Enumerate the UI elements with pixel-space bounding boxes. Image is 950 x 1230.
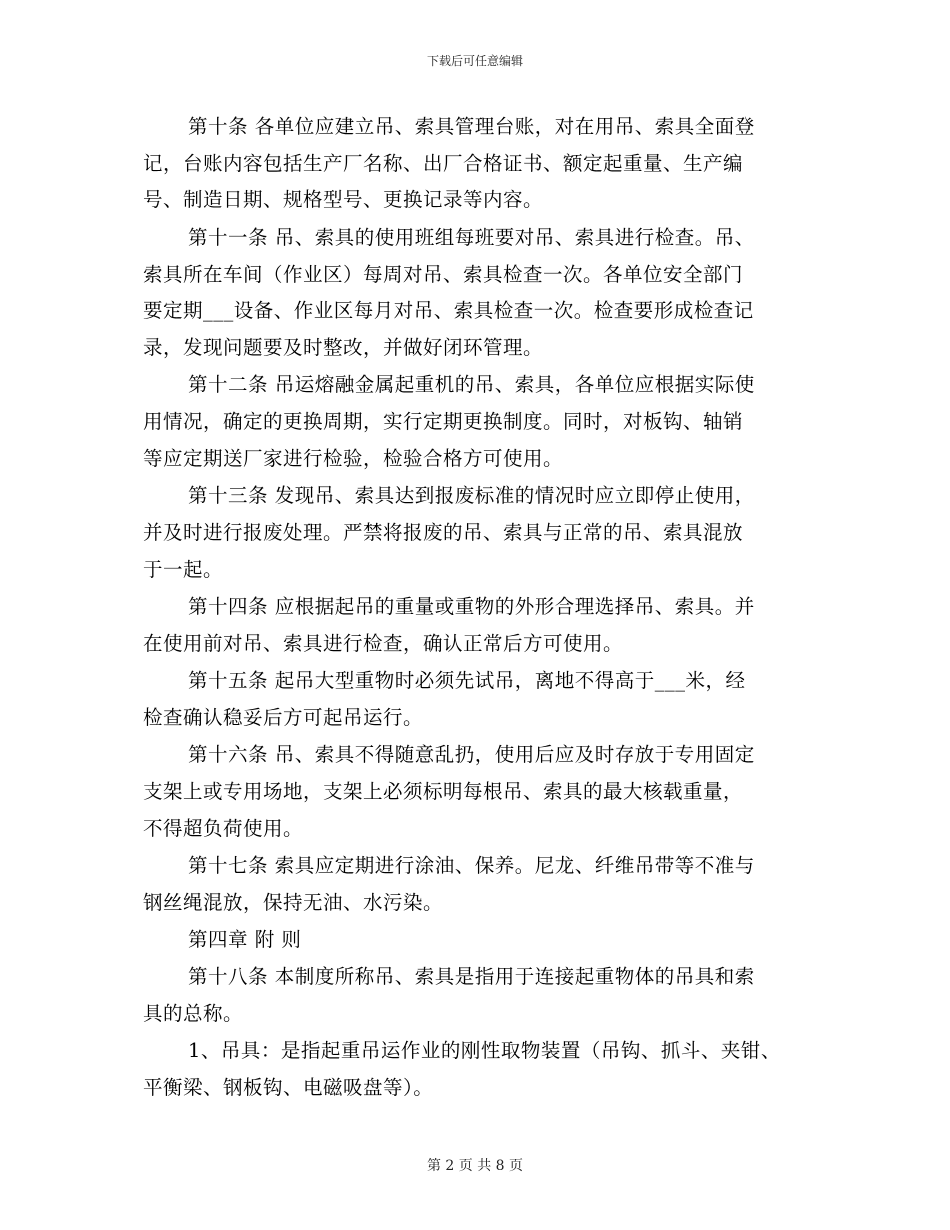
paragraph-line: 第十六条 吊、索具不得随意乱扔，使用后应及时存放于专用固定: [188, 743, 755, 766]
paragraph-line: 等应定期送厂家进行检验，检验合格方可使用。: [143, 447, 564, 470]
paragraph-line: 检查确认稳妥后方可起吊运行。: [143, 706, 424, 729]
paragraph-line: 平衡梁、钢板钩、电磁吸盘等）。: [143, 1076, 434, 1099]
paragraph-line: 于一起。: [143, 558, 224, 581]
paragraph-line: 记，台账内容包括生产厂名称、出厂合格证书、额定起重量、生产编: [143, 152, 744, 175]
paragraph-line: 第十四条 应根据起吊的重量或重物的外形合理选择吊、索具。并: [188, 595, 755, 618]
paragraph-line: 录，发现问题要及时整改，并做好闭环管理。: [143, 336, 544, 359]
paragraph-line: 用情况，确定的更换周期，实行定期更换制度。同时，对板钩、轴销: [143, 410, 744, 433]
paragraph-line: 要定期___设备、作业区每月对吊、索具检查一次。检查要形成检查记: [143, 299, 754, 322]
paragraph-line: 第十三条 发现吊、索具达到报废标准的情况时应立即停止使用，: [188, 484, 755, 507]
paragraph-line: 第十一条 吊、索具的使用班组每班要对吊、索具进行检查。吊、: [188, 226, 755, 249]
paragraph-line: 具的总称。: [143, 1002, 244, 1025]
paragraph-line: 第十条 各单位应建立吊、索具管理台账，对在用吊、索具全面登: [188, 115, 755, 138]
paragraph-line: 第十五条 起吊大型重物时必须先试吊，离地不得高于___米，经: [188, 669, 746, 692]
paragraph-line: 索具所在车间（作业区）每周对吊、索具检查一次。各单位安全部门: [143, 263, 744, 286]
page-header: 下载后可任意编辑: [426, 54, 523, 68]
paragraph-line: 号、制造日期、规格型号、更换记录等内容。: [143, 188, 544, 211]
paragraph-line: 第十七条 索具应定期进行涂油、保养。尼龙、纤维吊带等不准与: [188, 854, 755, 877]
page-footer: 第 2 页 共 8 页: [426, 1158, 524, 1174]
paragraph-line: 在使用前对吊、索具进行检查，确认正常后方可使用。: [143, 632, 624, 655]
paragraph-line: 钢丝绳混放，保持无油、水污染。: [143, 891, 444, 914]
paragraph-line: 支架上或专用场地，支架上必须标明每根吊、索具的最大核载重量，: [143, 780, 744, 803]
paragraph-line: 第十八条 本制度所称吊、索具是指用于连接起重物体的吊具和索: [188, 965, 755, 988]
paragraph-line: 不得超负荷使用。: [143, 817, 304, 840]
chapter-heading: 第四章 附 则: [188, 928, 302, 951]
paragraph-line: 第十二条 吊运熔融金属起重机的吊、索具，各单位应根据实际使: [188, 373, 755, 396]
paragraph-line: 并及时进行报废处理。严禁将报废的吊、索具与正常的吊、索具混放: [143, 521, 744, 544]
paragraph-line: 1、吊具：是指起重吊运作业的刚性取物装置（吊钩、抓斗、夹钳、: [188, 1039, 781, 1062]
